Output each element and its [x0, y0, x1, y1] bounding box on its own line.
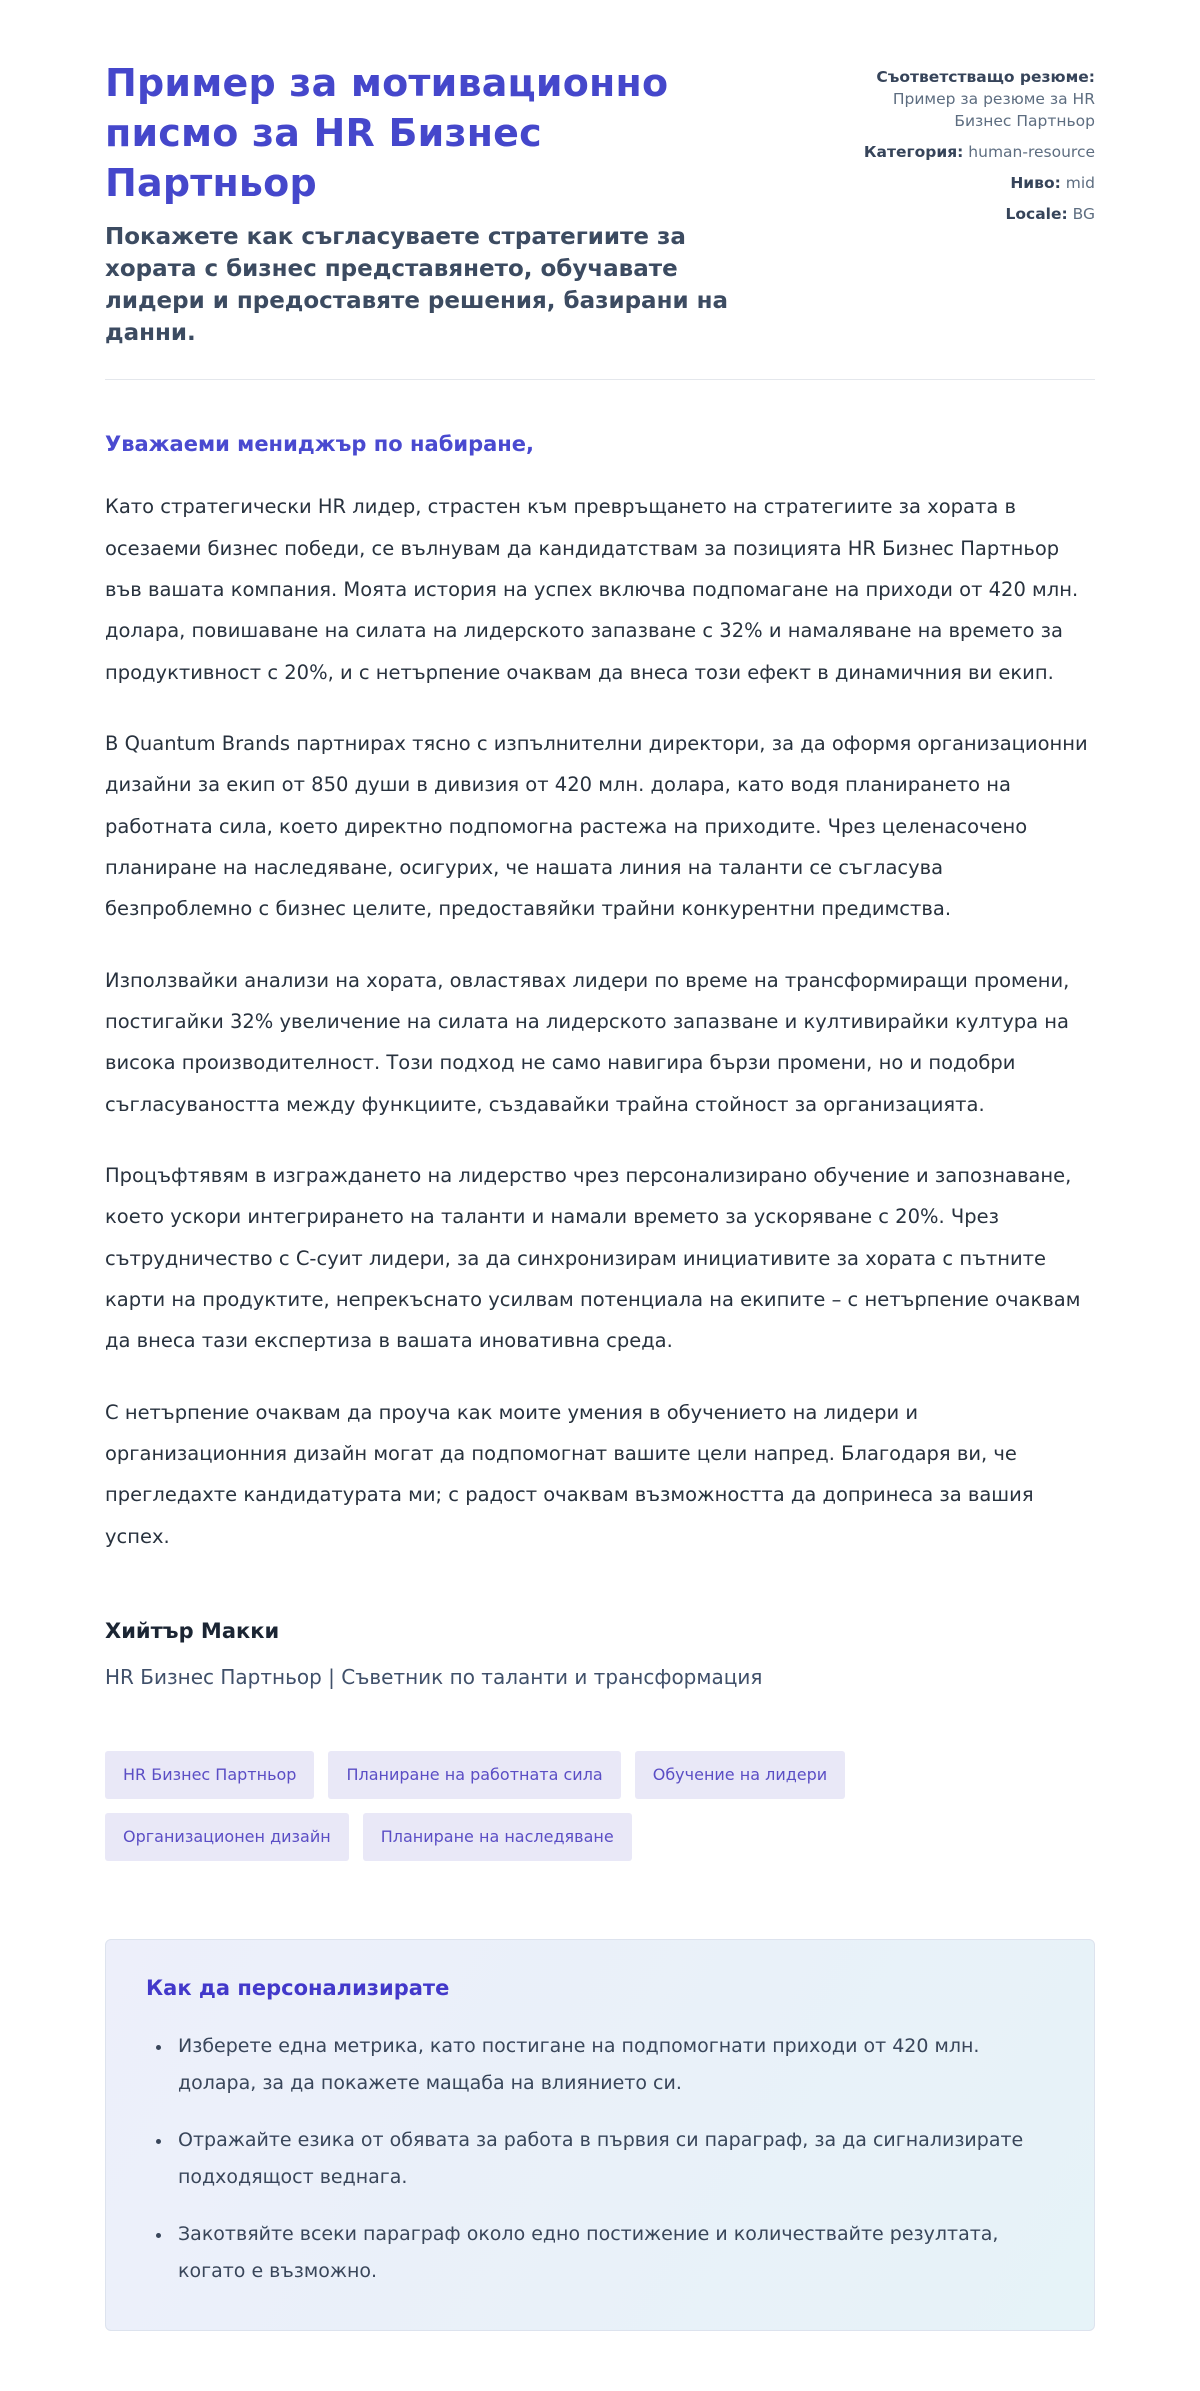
meta-label: Ниво:	[1010, 174, 1061, 192]
meta-label: Категория:	[863, 143, 964, 161]
header-title-block	[105, 58, 765, 349]
letter-body	[105, 432, 1095, 1689]
cover-letter-page	[105, 0, 1095, 2391]
letter-paragraph: Използвайки анализи на хората, овластявах лидери по време на трансформиращи промени, постигайки 32% увеличение на силата на лидерското запазване и култивирайки култура на висока производителност. Този подход не само навигира бързи промени, но и подобри съгласуваността между функциите, създавайки трайна стойност за организацията.	[105, 968, 1070, 1116]
meta-locale	[845, 203, 1095, 225]
meta-value: BG	[1072, 205, 1095, 223]
letter-paragraph: В Quantum Brands партнирах тясно с изпълнителни директори, за да оформя организационни дизайни за екип от 850 души в дивизия от 420 млн. долара, като водя планирането на работната сила, което директно подпомогна растежа на приходите. Чрез целенасочено планиране на наследяване, осигурих, че нашата линия на таланти се съгласува безпроблемно с бизнес целите, предоставяйки трайни конкурентни предимства.	[105, 732, 1088, 921]
letter-paragraph: С нетърпение очаквам да проуча как моите умения в обучението на лидери и организационния дизайн могат да подпомогнат вашите цели напред. Благодаря ви, че прегледахте кандидатурата ми; с радост очаквам възможността да допринеса за вашия успех.	[105, 1400, 1034, 1548]
meta-value: human-resource	[968, 143, 1095, 161]
header-divider	[105, 379, 1095, 380]
meta-label: Locale:	[1005, 205, 1068, 223]
meta-value: mid	[1065, 174, 1095, 192]
signature-role: HR Бизнес Партньор | Съветник по таланти и трансформация	[105, 1664, 763, 1689]
meta-level	[845, 172, 1095, 194]
meta-block	[845, 66, 1095, 234]
letter-paragraph: Като стратегически HR лидер, страстен към превръщането на стратегиите за хората в осезаеми бизнес победи, се вълнувам да кандидатствам за позицията HR Бизнес Партньор във вашата компания. Моята история на успех включва подпомагане на приходи от 420 млн. долара, повишаване на силата на лидерското запазване с 32% и намаляване на времето за продуктивност с 20%, и с нетърпение очаквам да внеса този ефект в динамичния ви екип.	[105, 495, 1079, 684]
letter-paragraph: Процъфтявям в изграждането на лидерство чрез персонализирано обучение и запознаване, което ускори интегрирането на таланти и намали времето за ускоряване с 20%. Чрез сътрудничество с C-суит лидери, за да синхронизирам инициативите за хората с пътните карти на продуктите, непрекъснато усилвам потенциала на екипите – с нетърпение очаквам да внеса тази експертиза в вашата иновативна среда.	[105, 1164, 1081, 1353]
meta-matching-resume	[845, 66, 1095, 132]
callout-tip: • Изберете една метрика, като постигане на подпомогнати приходи от 420 млн. долара, за да покажете мащаба на влиянието си.	[172, 2028, 1054, 2102]
tag-chip-leader-training[interactable]: Обучение на лидери	[635, 1751, 845, 1799]
letter-greeting: Уважаеми мениджър по набиране,	[105, 432, 535, 457]
meta-value: Пример за резюме за HR Бизнес Партньор	[892, 90, 1095, 130]
page-subtitle: Покажете как съгласуваете стратегиите за хората с бизнес представянето, обучавате лидери и предоставяте решения, базирани на данни.	[105, 224, 728, 346]
page-header	[105, 58, 1095, 349]
tag-list	[105, 1751, 865, 1861]
meta-label: Съответстващо резюме:	[876, 68, 1095, 86]
callout-tip: • Закотвяйте всеки параграф около едно постижение и количествайте резултата, когато е възможно.	[172, 2216, 1054, 2290]
callout-title: Как да персонализирате	[146, 1975, 450, 2000]
tag-chip-succession-planning[interactable]: Планиране на наследяване	[363, 1813, 632, 1861]
callout-tip: • Отражайте езика от обявата за работа в първия си параграф, за да сигнализирате подходящост веднага.	[172, 2122, 1054, 2196]
signature-name: Хийтър Макки	[105, 1618, 280, 1643]
tag-chip-hr-business-partner[interactable]: HR Бизнес Партньор	[105, 1751, 314, 1799]
meta-category	[845, 141, 1095, 163]
tag-chip-org-design[interactable]: Организационен дизайн	[105, 1813, 349, 1861]
callout-tip-list	[146, 2028, 1054, 2290]
page-title: Пример за мотивационно писмо за HR Бизнес Партньор	[105, 61, 669, 206]
tag-chip-workforce-planning[interactable]: Планиране на работната сила	[328, 1751, 620, 1799]
personalization-callout	[105, 1939, 1095, 2331]
